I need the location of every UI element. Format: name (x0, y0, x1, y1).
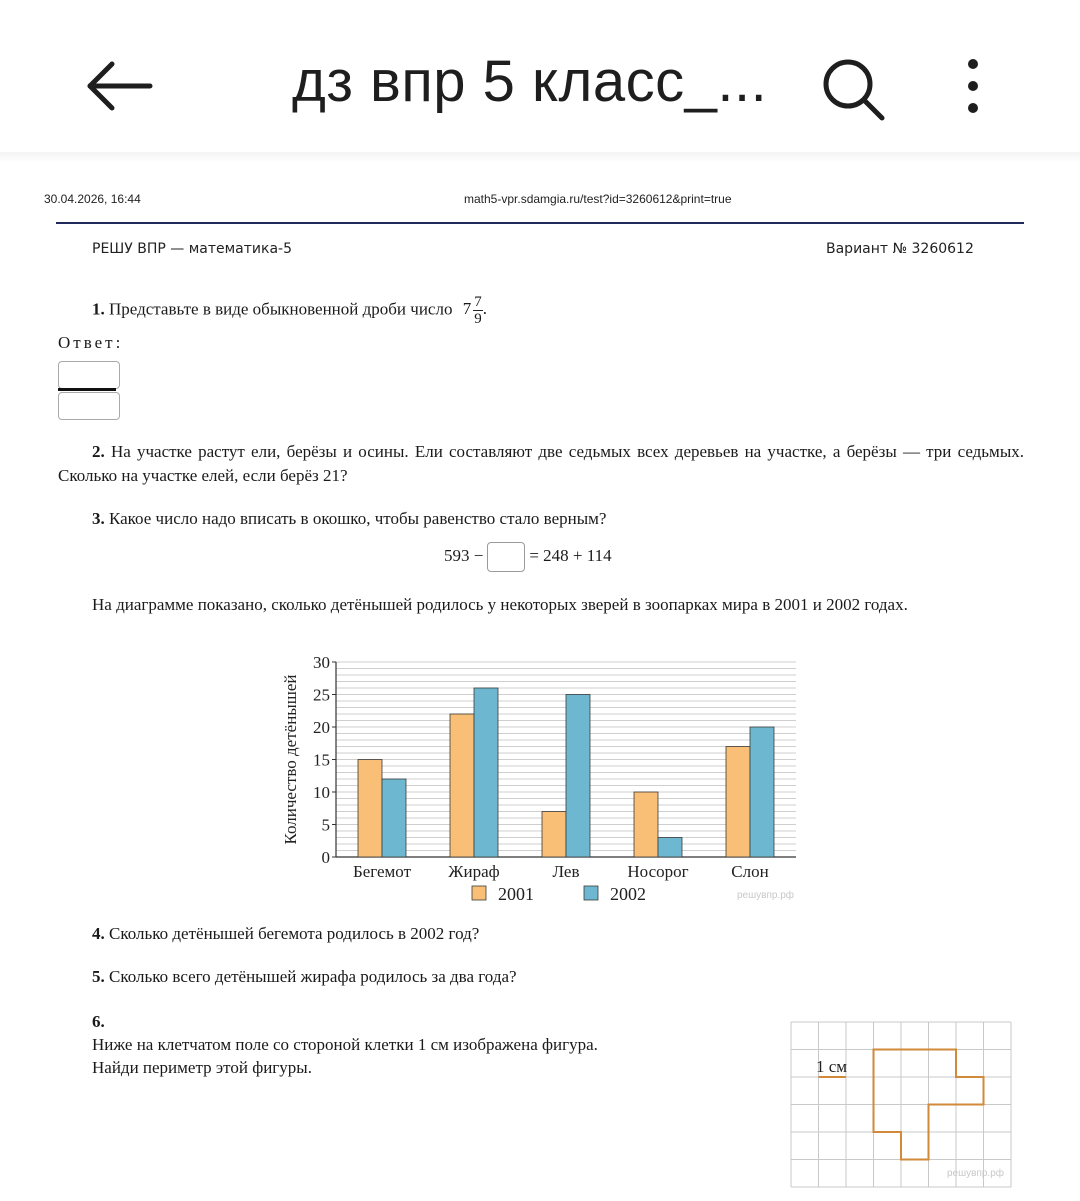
document-title: дз впр 5 класс_... (292, 49, 768, 114)
question-6-number (92, 1010, 105, 1034)
legend-label: 2002 (610, 884, 646, 904)
print-datetime: 30.04.2026, 16:44 (44, 192, 141, 206)
bar-2002 (566, 695, 590, 858)
bar-2001 (450, 714, 474, 857)
denominator: 9 (474, 311, 482, 327)
x-tick-label: Жираф (448, 862, 500, 881)
print-url: math5-vpr.sdamgia.ru/test?id=3260612&print=true (464, 192, 732, 206)
appbar-shadow (0, 152, 1080, 162)
bar-2002 (750, 727, 774, 857)
numerator: 7 (474, 294, 482, 310)
back-arrow-icon[interactable] (82, 56, 154, 116)
y-tick-label: 30 (313, 653, 330, 672)
question-number: 1. (92, 299, 105, 319)
legend-swatch (584, 886, 598, 900)
period: . (482, 299, 487, 319)
y-axis-label: Количество детёнышей (281, 674, 300, 845)
y-tick-label: 20 (313, 718, 330, 737)
y-tick-label: 15 (313, 750, 330, 770)
question-2 (58, 440, 1024, 488)
question-5 (92, 965, 517, 989)
fraction-bar (58, 388, 116, 391)
more-vert-icon[interactable] (958, 56, 988, 116)
chart-watermark: решувпр.рф (736, 890, 794, 901)
question-text: Сколько всего детёнышей жирафа родилось за два года? (109, 967, 517, 986)
question-1 (92, 294, 487, 327)
y-tick-label: 5 (321, 815, 330, 835)
diagram-intro: На диаграмме показано, сколько детёнышей родилось у некоторых зверей в зоопарках мира в 2001 и 2002 годах. (92, 595, 908, 614)
header-rule (56, 222, 1024, 224)
y-tick-label: 10 (313, 783, 330, 802)
question-text: На участке растут ели, берёзы и осины. Ели составляют две седьмых всех деревьев на участке, а берёзы — три седьмых. Сколько на участке елей, если берёз 21? (58, 442, 1024, 485)
bar-2001 (542, 812, 566, 858)
question-text: Представьте в виде обыкновенной дроби число (109, 299, 453, 319)
grid-watermark: решувпр.рф (946, 1168, 1004, 1179)
bar-2001 (358, 760, 382, 858)
x-tick-label: Бегемот (352, 862, 412, 881)
question-6-line-1: Ниже на клетчатом поле со стороной клетки 1 см изображена фигура. (92, 1035, 598, 1054)
question-number: 5. (92, 967, 105, 986)
answer-numerator-input[interactable] (58, 361, 120, 389)
search-icon[interactable] (818, 54, 888, 124)
y-tick-label: 0 (321, 848, 330, 867)
question-4 (92, 922, 479, 946)
x-tick-label: Слон (731, 862, 769, 881)
bar-chart (276, 650, 806, 912)
equation-left: 593 − (444, 545, 484, 565)
question-3 (92, 507, 606, 531)
answer-denominator-input[interactable] (58, 392, 120, 420)
mixed-number (462, 294, 487, 327)
legend-swatch (472, 886, 486, 900)
question-number: 3. (92, 509, 105, 528)
doc-subject: РЕШУ ВПР — математика-5 (92, 241, 293, 257)
doc-variant: Вариант № 3260612 (826, 241, 974, 257)
question-text: Какое число надо вписать в окошко, чтобы равенство стало верным? (109, 509, 607, 528)
answer-label: Ответ: (58, 333, 124, 352)
app-bar (0, 0, 1080, 160)
legend-label: 2001 (498, 884, 534, 904)
x-tick-label: Носорог (627, 862, 689, 881)
equation-answer-box[interactable] (487, 542, 525, 572)
bar-2002 (474, 688, 498, 857)
bar-2001 (634, 792, 658, 857)
question-number: 2. (92, 442, 105, 461)
whole-part: 7 (462, 299, 472, 319)
question-6-line-2: Найди периметр этой фигуры. (92, 1058, 312, 1077)
bar-2001 (726, 747, 750, 858)
x-tick-label: Лев (552, 862, 580, 881)
question-number: 6. (92, 1012, 105, 1031)
equation-right: = 248 + 114 (529, 545, 612, 565)
grid-figure (790, 1020, 1012, 1192)
bar-2002 (658, 838, 682, 858)
equation (444, 542, 612, 572)
fraction (473, 294, 483, 327)
bar-2002 (382, 779, 406, 857)
question-number: 4. (92, 924, 105, 943)
question-text: Сколько детёнышей бегемота родилось в 2002 год? (109, 924, 480, 943)
y-tick-label: 25 (313, 685, 330, 705)
scale-label: 1 см (816, 1057, 848, 1076)
